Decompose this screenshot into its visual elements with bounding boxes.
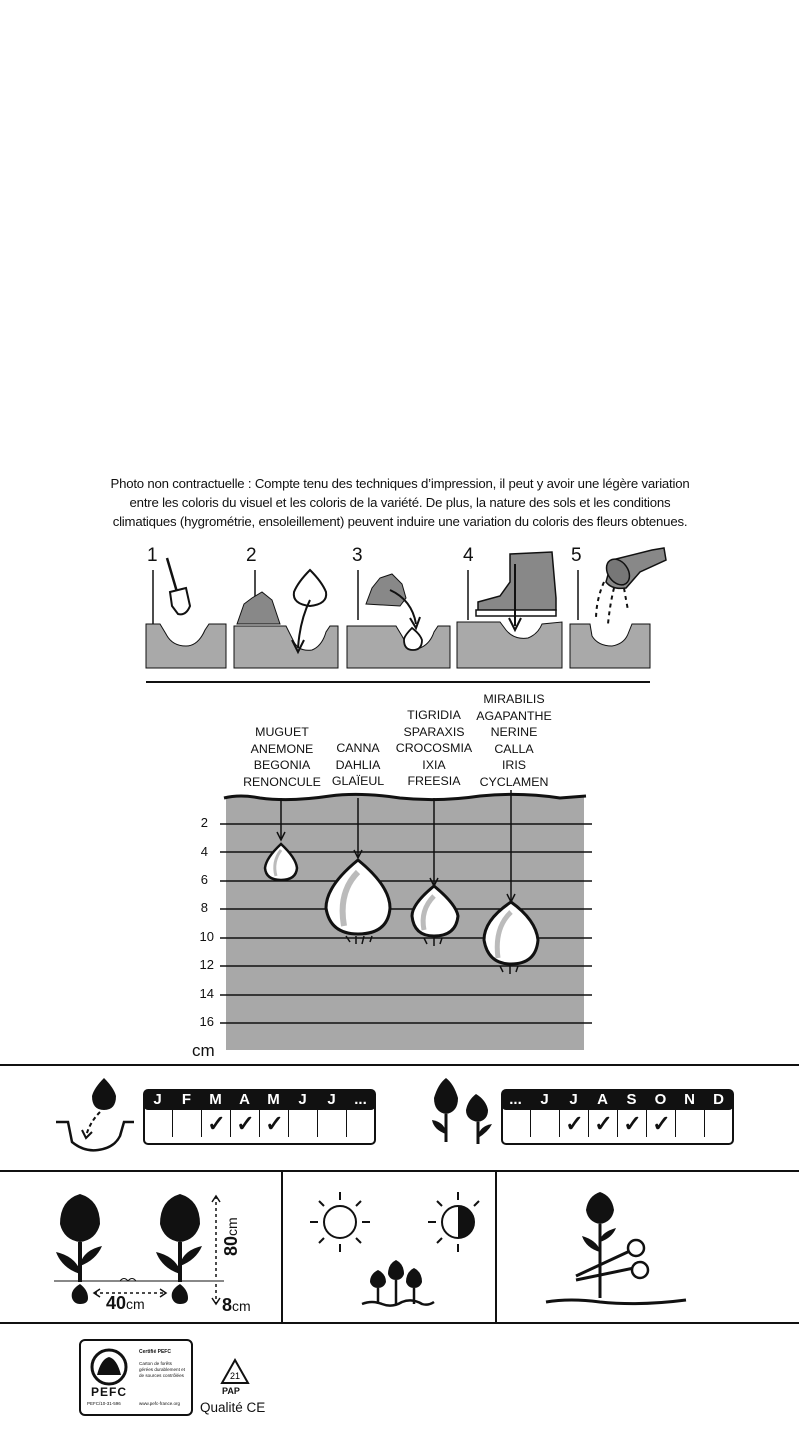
pefc-title: Certifié PEFC	[139, 1349, 171, 1355]
flowering-month-cell	[588, 1109, 618, 1137]
depth-tick: 6	[200, 872, 208, 887]
flowering-tulips-icon	[428, 1076, 498, 1146]
planting-month-label: ...	[354, 1091, 367, 1108]
cut-flower-scissors-icon	[540, 1186, 700, 1316]
disclaimer-line-1: Photo non contractuelle : Compte tenu des techniques d’impression, il peut y avoir une légère variation	[110, 476, 690, 491]
full-sun-icon	[310, 1192, 370, 1252]
flowering-month-label: D	[713, 1091, 724, 1108]
plant-name: CANNA	[336, 741, 380, 755]
flowering-month-cell	[530, 1109, 560, 1137]
disclaimer-line-3: climatiques (hygrométrie, ensoleillement) peuvent induire une variation du coloris des fleurs obtenues.	[112, 514, 688, 529]
step-number-5: 5	[571, 545, 582, 566]
pefc-website: www.pefc-france.org	[139, 1401, 181, 1406]
check-icon: ✓	[652, 1111, 671, 1136]
plant-name: FREESIA	[407, 774, 461, 788]
flowering-month-label: S	[626, 1091, 637, 1108]
depth-tick: 8	[200, 900, 208, 915]
flowering-month-label: O	[654, 1091, 667, 1108]
check-icon: ✓	[236, 1111, 255, 1136]
flowering-calendar	[501, 1089, 733, 1145]
flowering-month-cell	[501, 1109, 530, 1137]
depth-tick: 4	[200, 844, 208, 859]
check-icon: ✓	[265, 1111, 284, 1136]
check-icon: ✓	[565, 1111, 584, 1136]
planting-depth-unit: cm	[232, 1298, 251, 1314]
flowering-month-label: J	[540, 1091, 549, 1108]
recycle-code: PAP	[222, 1386, 240, 1396]
planting-steps-illustration	[0, 540, 799, 690]
planting-month-label: M	[267, 1091, 280, 1108]
flowering-month-label: N	[684, 1091, 695, 1108]
check-icon: ✓	[594, 1111, 613, 1136]
step-number-3: 3	[352, 545, 363, 566]
step-2-bulb-drop-icon	[234, 570, 338, 668]
planting-month-cell	[259, 1109, 289, 1137]
step-number-2: 2	[246, 545, 257, 566]
plant-name: BEGONIA	[253, 758, 311, 772]
spacing-distance-unit: cm	[126, 1296, 145, 1312]
plant-name: RENONCULE	[243, 774, 321, 789]
bulb-depth-diagram	[0, 780, 799, 1060]
plant-name: IRIS	[501, 758, 527, 772]
pefc-certification-box	[79, 1339, 193, 1416]
pefc-id: PEFC/10-31-596	[87, 1401, 121, 1406]
planting-depth-value: 8	[222, 1295, 233, 1315]
tulip-left-icon	[56, 1194, 102, 1304]
planting-depth	[222, 1295, 251, 1316]
step-1-dig-icon	[146, 558, 226, 668]
planting-month-cell	[288, 1109, 318, 1137]
recycle-icon	[220, 1358, 250, 1386]
flowering-month-label: ...	[509, 1091, 522, 1108]
plant-name: SPARAXIS	[403, 724, 465, 739]
depth-tick: 12	[199, 957, 214, 972]
plant-name: TIGRIDIA	[407, 708, 461, 722]
disclaimer-text	[60, 474, 740, 531]
plant-name: MIRABILIS	[483, 692, 545, 706]
flowering-month-cell	[704, 1109, 734, 1137]
flowering-month-cell	[617, 1109, 647, 1137]
pefc-description: Carton de forêts gérées durablement et de sources contrôlées	[139, 1361, 185, 1378]
plant-name: AGAPANTHE	[476, 708, 552, 723]
plant-height-unit: cm	[224, 1217, 240, 1236]
disclaimer-line-2: entre les coloris du visuel et les coloris de la variété. De plus, la nature des sols et les conditions	[129, 495, 671, 510]
depth-unit-label: cm	[192, 1041, 215, 1060]
plant-name: CYCLAMEN	[479, 774, 549, 789]
flowering-month-label: A	[597, 1091, 608, 1108]
pefc-logo-icon	[87, 1347, 135, 1387]
depth-tick: 14	[199, 986, 214, 1001]
planting-month-label: J	[153, 1091, 162, 1108]
plant-name: CROCOSMIA	[395, 741, 473, 755]
flowering-month-label: J	[569, 1091, 578, 1108]
depth-tick: 10	[199, 929, 214, 944]
bulb-planting-icon	[54, 1076, 134, 1156]
flowering-month-cell	[559, 1109, 589, 1137]
plant-name: GLAÏEUL	[331, 774, 385, 788]
planting-month-label: J	[327, 1091, 336, 1108]
spacing-distance	[106, 1293, 145, 1314]
plant-name: DAHLIA	[335, 757, 381, 772]
tulip-right-icon	[156, 1194, 202, 1304]
planting-month-cell	[317, 1109, 347, 1137]
tulip-bed-icon	[362, 1260, 434, 1306]
step-4-boot-press-icon	[457, 552, 562, 668]
step-number-4: 4	[463, 545, 474, 566]
exposure-illustration	[300, 1186, 500, 1316]
step-number-1: 1	[147, 545, 158, 566]
check-icon: ✓	[623, 1111, 642, 1136]
check-icon: ✓	[207, 1111, 226, 1136]
spacing-distance-value: 40	[106, 1293, 127, 1313]
plant-name: CALLA	[494, 741, 534, 756]
bulb-group-4-label	[474, 691, 554, 790]
flowering-month-cell	[675, 1109, 705, 1137]
planting-month-label: J	[298, 1091, 307, 1108]
planting-month-cell	[230, 1109, 260, 1137]
half-shade-icon	[428, 1192, 479, 1252]
step-5-watering-icon	[570, 548, 666, 668]
plant-name: NERINE	[490, 725, 538, 739]
planting-month-cell	[172, 1109, 202, 1137]
plant-height-value: 80	[221, 1235, 241, 1256]
flowering-month-cell	[646, 1109, 676, 1137]
plant-height	[221, 1217, 242, 1256]
depth-tick: 16	[199, 1014, 214, 1029]
planting-month-label: A	[239, 1091, 250, 1108]
planting-calendar	[143, 1089, 375, 1145]
bulb-group-3-label	[393, 707, 475, 790]
planting-month-cell	[143, 1109, 172, 1137]
plant-name: MUGUET	[255, 725, 309, 739]
depth-tick: 2	[200, 815, 208, 830]
planting-month-cell	[346, 1109, 376, 1137]
plant-name: ANEMONE	[250, 741, 314, 756]
step-3-cover-icon	[347, 570, 450, 668]
planting-month-label: M	[209, 1091, 222, 1108]
quality-label: Qualité CE	[200, 1400, 266, 1415]
planting-month-cell	[201, 1109, 231, 1137]
plant-name: IXIA	[422, 757, 446, 772]
planting-month-label: F	[181, 1091, 192, 1108]
pefc-logo-text: PEFC	[91, 1385, 128, 1399]
recycle-number: 21	[230, 1371, 241, 1381]
